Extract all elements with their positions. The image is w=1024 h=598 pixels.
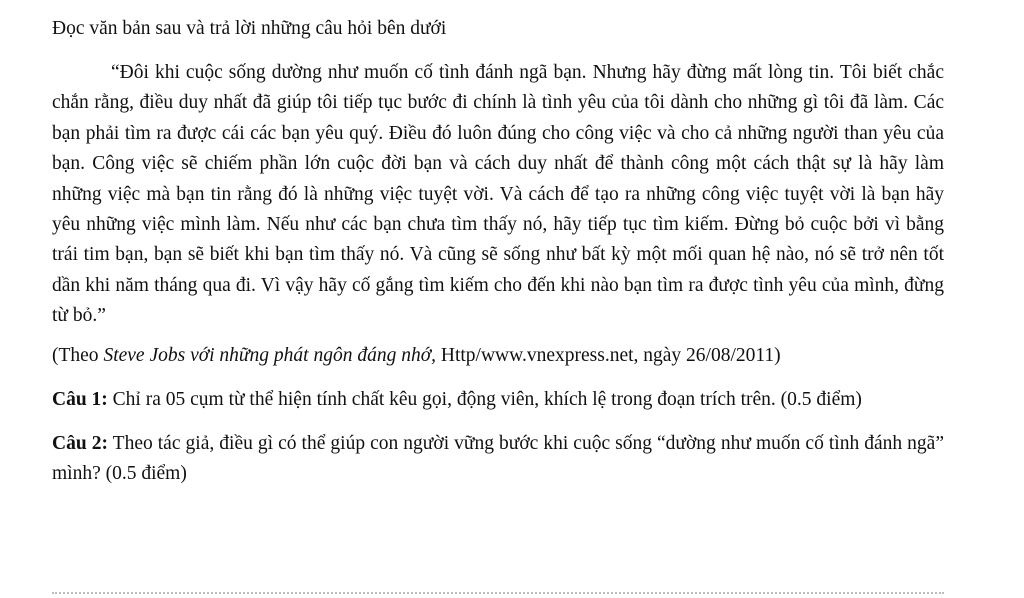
cut-off-text-fragment (52, 592, 944, 598)
question-2-text: Theo tác giả, điều gì có thể giúp con người vững bước khi cuộc sống “dường như muốn cố tình đánh ngã” mình? (0.5 điểm) (52, 432, 944, 484)
question-1-text: Chỉ ra 05 cụm từ thể hiện tính chất kêu gọi, động viên, khích lệ trong đoạn trích trên. (0.5 điểm) (107, 388, 862, 410)
source-citation (52, 341, 944, 371)
document-page (52, 14, 944, 489)
question-1-label: Câu 1: (52, 388, 108, 410)
cut-off-next-line (52, 584, 944, 598)
question-2 (52, 429, 944, 489)
question-1 (52, 385, 944, 415)
source-suffix: Http/www.vnexpress.net, ngày 26/08/2011) (436, 344, 781, 366)
source-title: Steve Jobs với những phát ngôn đáng nhớ, (103, 344, 437, 366)
instruction-heading: Đọc văn bản sau và trả lời những câu hỏi bên dưới (52, 18, 447, 39)
source-prefix: (Theo (52, 344, 104, 366)
question-2-label: Câu 2: (52, 432, 108, 454)
quoted-passage: “Đôi khi cuộc sống dường như muốn cố tình đánh ngã bạn. Nhưng hãy đừng mất lòng tin. Tôi biết chắc chắn rằng, điều duy nhất đã giúp tôi tiếp tục bước đi chính là tình yêu của tôi dành cho những gì tôi đã làm. Các bạn phải tìm ra được cái các bạn yêu quý. Điều đó luôn đúng cho công việc và cho cả những người than yêu của bạn. Công việc sẽ chiếm phần lớn cuộc đời bạn và cách duy nhất để thành công một cách thật sự là hãy làm những việc mà bạn tin rằng đó là những việc tuyệt vời. Và cách để tạo ra những công việc tuyệt vời là bạn hãy yêu những việc mình làm. Nếu như các bạn chưa tìm thấy nó, hãy tiếp tục tìm kiếm. Đừng bỏ cuộc bởi vì bằng trái tim bạn, bạn sẽ biết khi bạn tìm thấy nó. Và cũng sẽ sống như bất kỳ một mối quan hệ nào, nó sẽ trở nên tốt dần khi năm tháng qua đi. Vì vậy hãy cố gắng tìm kiếm cho đến khi nào bạn tìm ra được tình yêu của mình, đừng từ bỏ.” (52, 62, 944, 327)
